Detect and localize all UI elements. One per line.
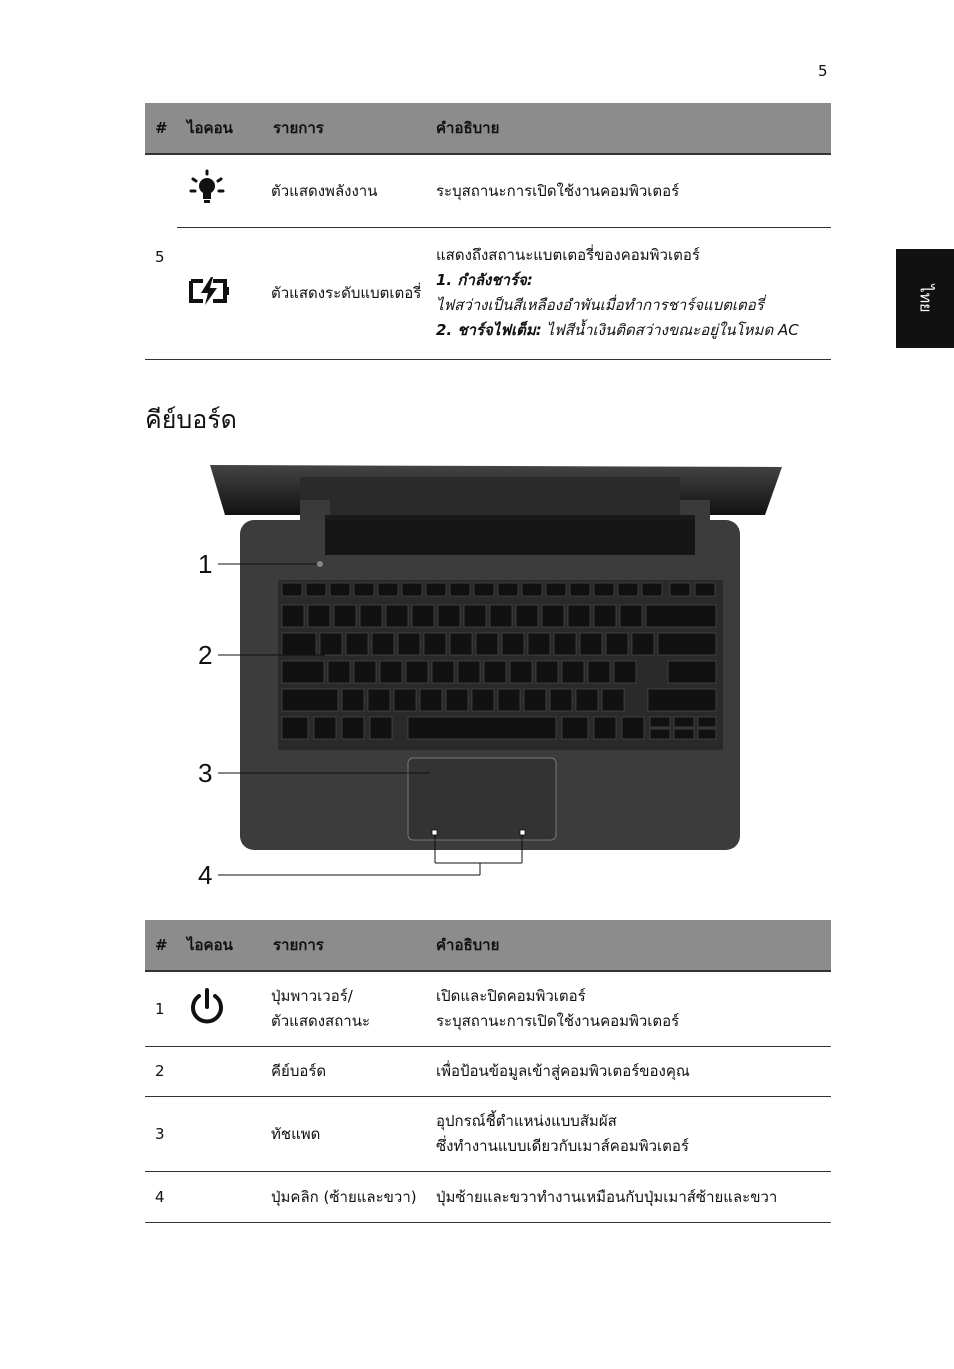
item-description (426, 1096, 831, 1171)
col-icon: ไอคอน (177, 103, 263, 154)
desc-line: อุปกรณ์ชี้ตำแหน่งแบบสัมผัส (436, 1111, 617, 1130)
desc-line: ซึ่งทำงานแบบเดียวกับเมาส์คอมพิวเตอร์ (436, 1136, 689, 1155)
language-tab-label: ไทย (916, 284, 936, 313)
item-label: ปุ่มคลิก (ซ้ายและขวา) (263, 1171, 426, 1222)
item-label: ตัวแสดงระดับแบตเตอรี่ (263, 227, 426, 359)
item-label (263, 971, 426, 1046)
col-desc: คำอธิบาย (426, 920, 831, 971)
callout-2: 2 (198, 640, 213, 670)
item-description (426, 971, 831, 1046)
empty-icon-cell (177, 1046, 263, 1096)
row-number: 3 (145, 1096, 177, 1171)
row-number: 2 (145, 1046, 177, 1096)
table-header-row (145, 103, 831, 154)
item-label: ตัวแสดงพลังงาน (263, 154, 426, 227)
desc-intro: แสดงถึงสถานะแบตเตอรี่ของคอมพิวเตอร์ (436, 246, 700, 264)
table-row (145, 154, 831, 227)
table-row (145, 1171, 831, 1222)
item-label: ทัชแพด (263, 1096, 426, 1171)
callout-1: 1 (198, 549, 213, 579)
empty-icon-cell (177, 1096, 263, 1171)
desc-line: ระบุสถานะการเปิดใช้งานคอมพิวเตอร์ (436, 1011, 680, 1030)
table-row (145, 971, 831, 1046)
table-header-row (145, 920, 831, 971)
item-description: ระบุสถานะการเปิดใช้งานคอมพิวเตอร์ (426, 154, 831, 227)
power-icon (177, 971, 263, 1046)
item-description (426, 227, 831, 359)
callout-3: 3 (198, 758, 213, 788)
item-description: ปุ่มซ้ายและขวาทำงานเหมือนกับปุ่มเมาส์ซ้ายและขวา (426, 1171, 831, 1222)
row-number: 1 (145, 971, 177, 1046)
row-number: 5 (145, 154, 177, 359)
table-row (145, 1046, 831, 1096)
col-desc: คำอธิบาย (426, 103, 831, 154)
callout-4: 4 (198, 860, 213, 890)
col-icon: ไอคอน (177, 920, 263, 971)
col-item: รายการ (263, 103, 426, 154)
table-row (145, 227, 831, 359)
desc-item1-label: 1. กำลังชาร์จ: (436, 271, 533, 289)
battery-charging-icon (177, 227, 263, 359)
desc-item2-label: 2. ชาร์จไฟเต็ม: (436, 321, 542, 339)
col-num: # (145, 920, 177, 971)
empty-icon-cell (177, 1171, 263, 1222)
item-label-line: ปุ่มพาวเวอร์/ (271, 986, 353, 1005)
bulb-icon (177, 154, 263, 227)
col-num: # (145, 103, 177, 154)
table-row (145, 1096, 831, 1171)
desc-item2-text: ไฟสีน้ำเงินติดสว่างขณะอยู่ในโหมด AC (541, 321, 799, 339)
desc-line: เปิดและปิดคอมพิวเตอร์ (436, 986, 586, 1005)
item-label: คีย์บอร์ด (263, 1046, 426, 1096)
col-item: รายการ (263, 920, 426, 971)
indicator-table (145, 103, 831, 360)
item-description: เพื่อป้อนข้อมูลเข้าสู่คอมพิวเตอร์ของคุณ (426, 1046, 831, 1096)
section-title: คีย์บอร์ด (145, 405, 237, 434)
desc-item1-text: ไฟสว่างเป็นสีเหลืองอำพันเมื่อทำการชาร์จแบตเตอรี่ (436, 296, 764, 314)
language-tab (896, 249, 954, 348)
page-number: 5 (818, 62, 828, 80)
row-number: 4 (145, 1171, 177, 1222)
item-label-line: ตัวแสดงสถานะ (271, 1011, 371, 1030)
keyboard-figure (190, 455, 790, 895)
keyboard-table (145, 920, 831, 1223)
